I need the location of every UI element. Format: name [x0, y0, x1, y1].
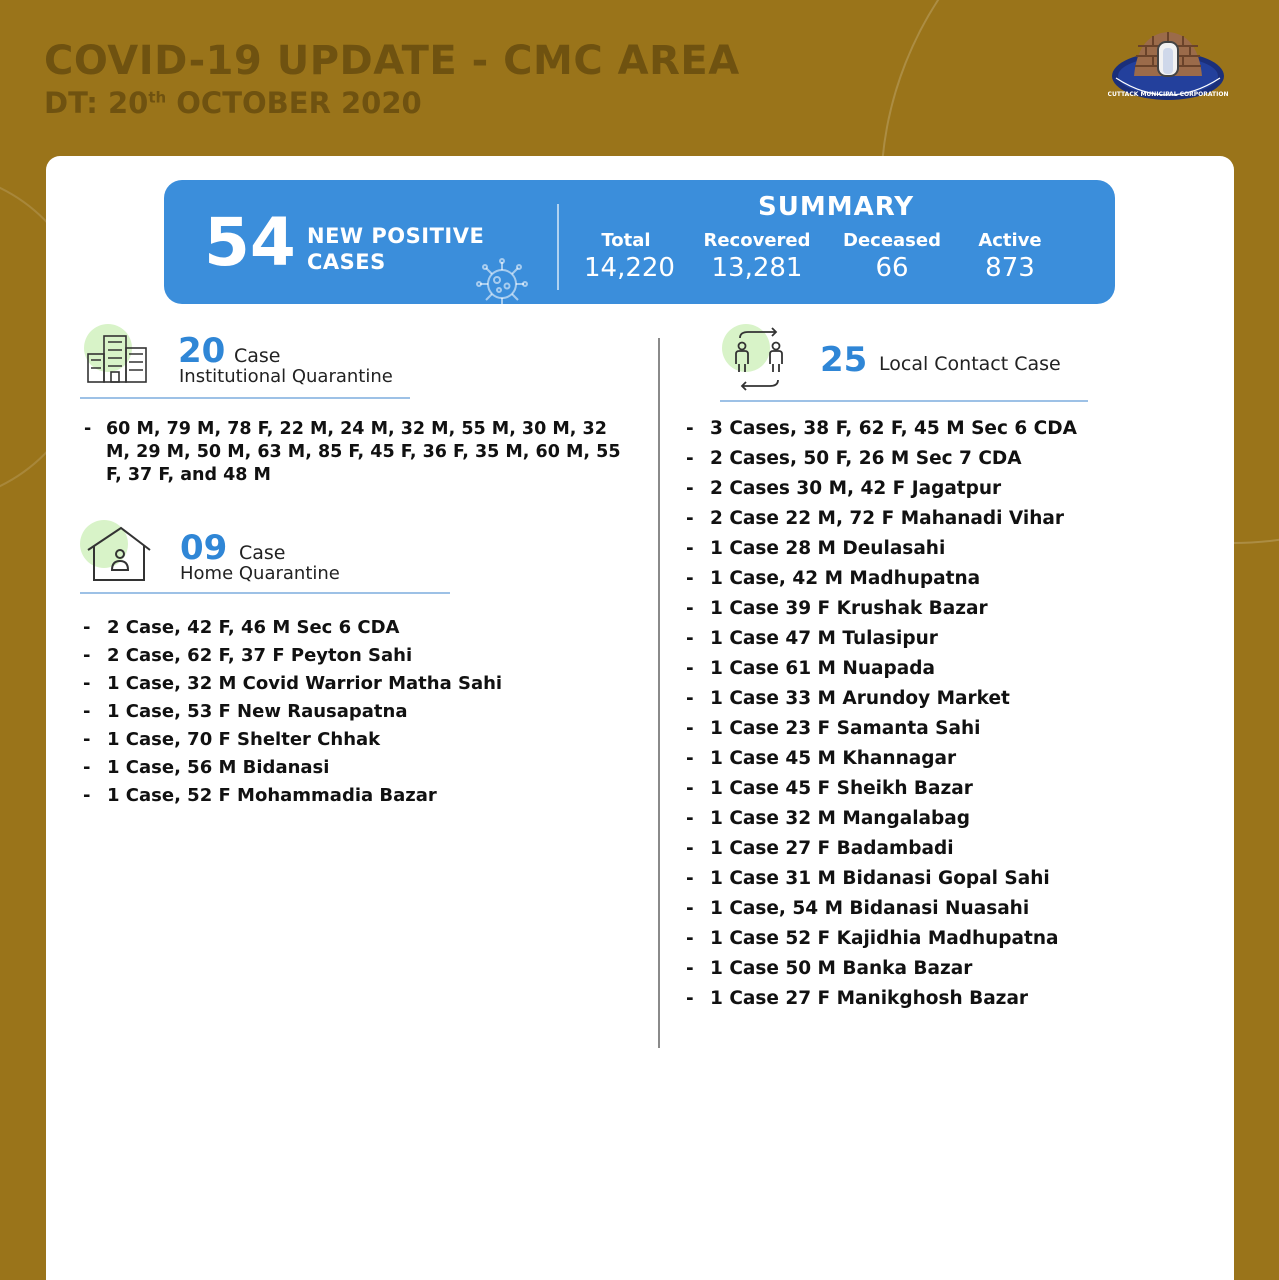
contact-exchange-icon — [718, 324, 790, 392]
list-item: - 2 Cases 30 M, 42 F Jagatpur — [686, 474, 1077, 504]
banner-divider — [557, 204, 559, 290]
institutional-count: 20 — [178, 331, 226, 371]
list-item: - 1 Case 61 M Nuapada — [686, 654, 1077, 684]
list-item: - 1 Case 31 M Bidanasi Gopal Sahi — [686, 864, 1077, 894]
stat-deceased — [840, 230, 944, 283]
cmc-logo — [1108, 26, 1228, 108]
stat-label: Active — [978, 230, 1042, 251]
stat-value: 873 — [985, 253, 1035, 283]
list-item: - 1 Case 23 F Samanta Sahi — [686, 714, 1077, 744]
summary-banner — [164, 180, 1115, 304]
section-underline — [80, 397, 410, 399]
date-suffix: th — [148, 88, 167, 107]
new-cases-label-line2: CASES — [307, 250, 386, 274]
list-item: - 1 Case 32 M Mangalabag — [686, 804, 1077, 834]
column-divider — [658, 338, 660, 1048]
list-item: - 1 Case 33 M Arundoy Market — [686, 684, 1077, 714]
virus-icon — [470, 256, 534, 310]
local-count: 25 — [820, 340, 868, 380]
list-item: - 1 Case 39 F Krushak Bazar — [686, 594, 1077, 624]
stat-label: Deceased — [843, 230, 941, 251]
list-item: - 3 Cases, 38 F, 62 F, 45 M Sec 6 CDA — [686, 414, 1077, 444]
logo-text: CUTTACK MUNICIPAL CORPORATION — [1108, 91, 1228, 98]
home-label: Home Quarantine — [180, 563, 340, 584]
institutional-ages: 60 M, 79 M, 78 F, 22 M, 24 M, 32 M, 55 M, 30 M, 32 M, 29 M, 50 M, 63 M, 85 F, 45 F, 36 F, 35 M, 60 M, 55 F, 37 F, and 48 M — [106, 419, 621, 485]
list-item: - 2 Case, 62 F, 37 F Peyton Sahi — [83, 642, 502, 670]
institutional-label: Institutional Quarantine — [179, 366, 393, 387]
home-case-list — [83, 614, 502, 810]
building-icon — [82, 324, 154, 386]
list-item: - 2 Case 22 M, 72 F Mahanadi Vihar — [686, 504, 1077, 534]
stat-value: 66 — [875, 253, 909, 283]
local-case-list — [686, 414, 1077, 1014]
new-cases-label-line1: NEW POSITIVE — [307, 224, 485, 248]
date-rest: OCTOBER 2020 — [166, 86, 422, 120]
stat-value: 13,281 — [711, 253, 803, 283]
section-underline — [720, 400, 1088, 402]
list-item: - 1 Case, 70 F Shelter Chhak — [83, 726, 502, 754]
list-item: - 2 Cases, 50 F, 26 M Sec 7 CDA — [686, 444, 1077, 474]
list-item: - 1 Case 47 M Tulasipur — [686, 624, 1077, 654]
stat-label: Total — [601, 230, 651, 251]
new-cases-label — [307, 223, 484, 275]
stat-value: 14,220 — [584, 253, 675, 283]
new-cases-count: 54 — [204, 204, 296, 281]
page-title: COVID-19 UPDATE - CMC AREA — [44, 38, 740, 84]
list-item: - 1 Case 27 F Badambadi — [686, 834, 1077, 864]
list-item: - 1 Case, 53 F New Rausapatna — [83, 698, 502, 726]
house-person-icon — [78, 520, 154, 584]
list-item: - 1 Case 45 F Sheikh Bazar — [686, 774, 1077, 804]
summary-title: SUMMARY — [758, 192, 915, 222]
list-item: - 1 Case 27 F Manikghosh Bazar — [686, 984, 1077, 1014]
list-item: - 1 Case, 52 F Mohammadia Bazar — [83, 782, 502, 810]
stat-total — [584, 230, 675, 283]
institutional-case-word: Case — [234, 345, 281, 367]
date-prefix: DT: 20 — [44, 86, 149, 120]
list-item: - 2 Case, 42 F, 46 M Sec 6 CDA — [83, 614, 502, 642]
section-underline — [80, 592, 450, 594]
stat-label: Recovered — [703, 230, 811, 251]
list-item: - 1 Case 50 M Banka Bazar — [686, 954, 1077, 984]
list-item: - 1 Case 52 F Kajidhia Madhupatna — [686, 924, 1077, 954]
stat-recovered — [698, 230, 816, 283]
list-item: - 1 Case 45 M Khannagar — [686, 744, 1077, 774]
stat-active — [970, 230, 1050, 283]
list-item: - 1 Case, 56 M Bidanasi — [83, 754, 502, 782]
list-item: - 1 Case, 32 M Covid Warrior Matha Sahi — [83, 670, 502, 698]
list-item: - 1 Case, 42 M Madhupatna — [686, 564, 1077, 594]
report-date — [44, 86, 422, 120]
list-item: - 1 Case, 54 M Bidanasi Nuasahi — [686, 894, 1077, 924]
list-bullet: - — [84, 419, 92, 439]
home-case-word: Case — [239, 542, 286, 564]
local-label: Local Contact Case — [879, 353, 1061, 375]
list-item: - 1 Case 28 M Deulasahi — [686, 534, 1077, 564]
home-count: 09 — [180, 528, 228, 568]
